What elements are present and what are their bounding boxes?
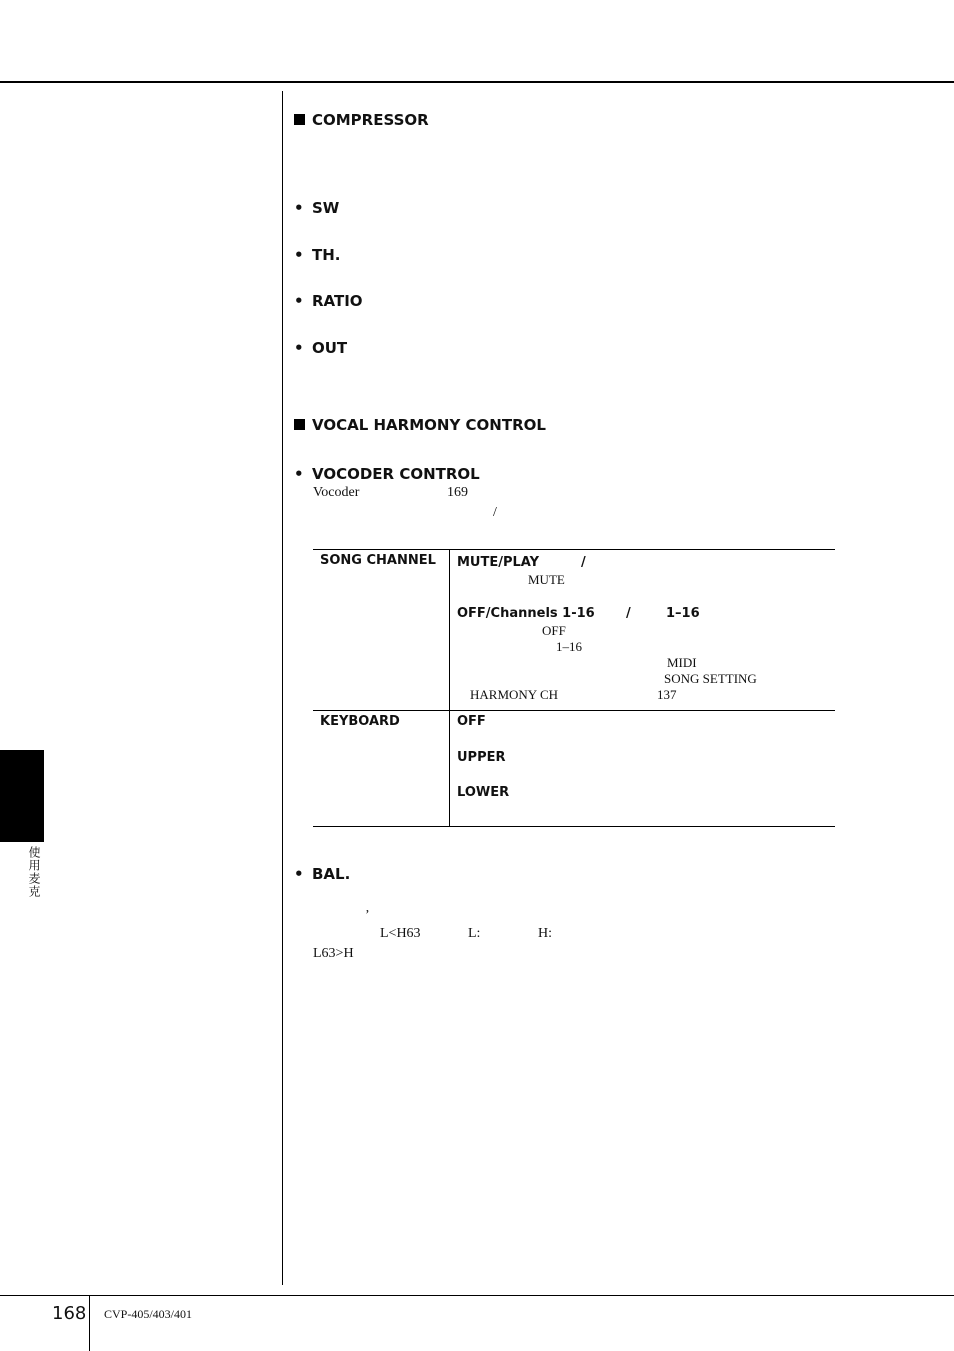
vocoder-word: Vocoder bbox=[313, 485, 360, 500]
bottom-rule bbox=[0, 1295, 954, 1296]
harmony-ch-word: HARMONY CH bbox=[470, 687, 558, 702]
song-setting-word: SONG SETTING bbox=[664, 671, 757, 686]
chapter-tab bbox=[0, 750, 44, 842]
vocoder-control-title: VOCODER CONTROL bbox=[312, 465, 480, 483]
param-ratio: • RATIO bbox=[294, 292, 363, 310]
table-bottom-rule bbox=[313, 826, 835, 827]
column-divider bbox=[282, 91, 283, 1285]
param-label: OUT bbox=[312, 339, 348, 357]
param-label: SW bbox=[312, 199, 340, 217]
table-top-rule bbox=[313, 549, 835, 550]
keyboard-off-option: OFF bbox=[457, 714, 486, 729]
bal-title: BAL. bbox=[312, 865, 351, 883]
bal-h-label: H: bbox=[538, 926, 552, 941]
param-label: RATIO bbox=[312, 292, 363, 310]
table-column-divider bbox=[449, 549, 450, 827]
bal-l-label: L: bbox=[468, 926, 481, 941]
compressor-heading bbox=[294, 111, 429, 129]
mute-play-slash: / bbox=[581, 555, 586, 570]
bal-comma: ’ bbox=[365, 908, 370, 923]
keyboard-upper-option: UPPER bbox=[457, 750, 506, 765]
off-channels-option: OFF/Channels 1-16 bbox=[457, 606, 595, 621]
vocoder-page-ref: 169 bbox=[447, 485, 468, 500]
param-out: • OUT bbox=[294, 339, 348, 357]
bal-l63-h: L63>H bbox=[313, 946, 354, 961]
off-word: OFF bbox=[542, 623, 566, 638]
channel-range-bold: 1–16 bbox=[666, 606, 700, 621]
page-number: 168 bbox=[52, 1303, 87, 1324]
square-bullet-icon bbox=[294, 419, 305, 430]
model-label: CVP-405/403/401 bbox=[104, 1307, 193, 1321]
vocoder-slash: / bbox=[493, 505, 497, 520]
mute-play-option: MUTE/PLAY bbox=[457, 555, 540, 570]
channel-range: 1–16 bbox=[556, 639, 582, 654]
vocoder-control-heading: • VOCODER CONTROL bbox=[294, 465, 480, 483]
table-row-divider bbox=[313, 710, 835, 711]
midi-word: MIDI bbox=[667, 655, 697, 670]
square-bullet-icon bbox=[294, 114, 305, 125]
off-channels-slash: / bbox=[626, 606, 631, 621]
mute-word: MUTE bbox=[528, 572, 565, 587]
param-label: TH. bbox=[312, 246, 341, 264]
top-rule bbox=[0, 81, 954, 83]
chapter-tab-label: 使用麦克 bbox=[27, 846, 41, 898]
vocal-harmony-title: VOCAL HARMONY CONTROL bbox=[312, 416, 546, 434]
vocal-harmony-heading bbox=[294, 416, 546, 434]
keyboard-label: KEYBOARD bbox=[320, 714, 400, 729]
param-th: • TH. bbox=[294, 246, 341, 264]
harmony-ch-page-ref: 137 bbox=[657, 687, 677, 702]
compressor-title: COMPRESSOR bbox=[312, 111, 429, 129]
bal-heading: • BAL. bbox=[294, 865, 351, 883]
keyboard-lower-option: LOWER bbox=[457, 785, 510, 800]
bal-l-h63: L<H63 bbox=[380, 926, 421, 941]
footer-divider bbox=[89, 1295, 90, 1351]
song-channel-label: SONG CHANNEL bbox=[320, 553, 436, 568]
param-sw: • SW bbox=[294, 199, 340, 217]
